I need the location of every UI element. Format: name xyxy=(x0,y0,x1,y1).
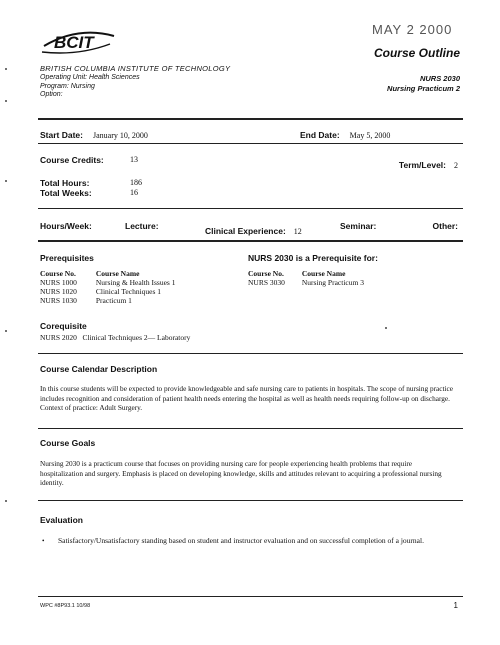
course-code: NURS 2030 xyxy=(419,74,460,83)
goals-text: Nursing 2030 is a practicum course that focuses on providing nursing care for people experiencing health problems that require hospitalization and surgery. Emphasis is placed on developing knowledge, skills and attitudes relevant to acquiring a professional nursing identity. xyxy=(40,459,442,487)
received-stamp: MAY 2 2000 xyxy=(372,22,453,37)
footer-doc-ref: WPC #8P93.1 10/98 xyxy=(40,603,91,609)
table-row xyxy=(40,278,175,287)
divider xyxy=(38,500,463,501)
prerequisite-for-table xyxy=(248,269,364,287)
option: Option: xyxy=(40,91,63,98)
col-course-name: Course Name xyxy=(95,269,140,278)
term-value: 2 xyxy=(454,161,458,170)
prerequisite-for-heading: NURS 2030 is a Prerequisite for: xyxy=(248,253,378,263)
col-course-name: Course Name xyxy=(301,269,346,278)
scan-speck xyxy=(5,100,7,102)
clinical-value: 12 xyxy=(293,227,302,236)
divider xyxy=(38,240,463,242)
start-date-label: Start Date: xyxy=(40,130,83,140)
term-level xyxy=(399,155,458,173)
table-header xyxy=(248,269,364,278)
course-no: NURS 1000 xyxy=(40,278,77,287)
course-no: NURS 1020 xyxy=(40,287,77,296)
description-text: In this course students will be expected to provide knowledgeable and safe nursing care to patients in hospitals. The scope of nursing practice includes recognition and consideration of patient health needs entering the hospital as well as health needs requiring follow-up on discharge. Context of practice: Adult Surgery. xyxy=(40,384,454,412)
goals-heading: Course Goals xyxy=(40,438,96,448)
table-header xyxy=(40,269,175,278)
course-name: Nursing & Health Issues 1 xyxy=(95,278,176,287)
page-number: 1 xyxy=(453,601,458,610)
divider xyxy=(38,118,463,120)
col-course-no: Course No. xyxy=(40,269,76,278)
corequisite-heading: Corequisite xyxy=(40,321,87,331)
start-date-value: January 10, 2000 xyxy=(92,131,148,140)
weeks-label: Total Weeks: xyxy=(40,188,92,198)
seminar-label: Seminar: xyxy=(340,221,377,231)
scan-speck xyxy=(5,180,7,182)
table-row xyxy=(40,296,175,305)
operating-unit: Operating Unit: Health Sciences xyxy=(40,74,140,81)
program: Program: Nursing xyxy=(40,82,95,90)
course-name: Practicum 1 xyxy=(95,296,132,305)
weeks-value: 16 xyxy=(130,188,138,197)
description-heading: Course Calendar Description xyxy=(40,364,158,374)
end-date-value: May 5, 2000 xyxy=(349,131,391,140)
hours-value: 186 xyxy=(130,178,142,187)
clinical-experience xyxy=(205,221,302,239)
divider xyxy=(38,143,463,144)
scan-speck xyxy=(385,327,387,329)
doc-type-title: Course Outline xyxy=(373,46,460,60)
course-name: Clinical Techniques 1 xyxy=(95,287,162,296)
hours-label: Total Hours: xyxy=(40,178,90,188)
program-meta xyxy=(40,74,140,100)
table-row xyxy=(248,278,364,287)
bcit-logo xyxy=(38,22,118,58)
divider xyxy=(38,596,463,597)
scan-speck xyxy=(5,68,7,70)
course-title: Nursing Practicum 2 xyxy=(387,83,460,93)
corequisite-row: NURS 2020 Clinical Techniques 2— Laboratory xyxy=(40,333,191,342)
divider xyxy=(38,353,463,354)
prerequisites-table xyxy=(40,269,175,305)
course-id xyxy=(387,74,460,93)
evaluation-item: Satisfactory/Unsatisfactory standing based on student and instructor evaluation and on successful completion of a journal. xyxy=(58,536,424,545)
table-row xyxy=(40,287,175,296)
bullet-icon: • xyxy=(42,537,45,545)
credits-value: 13 xyxy=(130,155,138,164)
clinical-label: Clinical Experience: xyxy=(205,226,286,236)
scan-speck xyxy=(5,330,7,332)
course-no: NURS 3030 xyxy=(248,278,285,287)
end-date xyxy=(300,125,390,143)
col-course-no: Course No. xyxy=(248,269,284,278)
other-label: Other: xyxy=(432,221,458,231)
institute-name: BRITISH COLUMBIA INSTITUTE OF TECHNOLOGY xyxy=(40,64,231,73)
prerequisites-heading: Prerequisites xyxy=(40,253,94,263)
start-date xyxy=(40,125,148,143)
divider xyxy=(38,428,463,429)
end-date-label: End Date: xyxy=(300,130,340,140)
hours-week-label: Hours/Week: xyxy=(40,221,92,231)
course-name: Nursing Practicum 3 xyxy=(301,278,364,287)
credits-label: Course Credits: xyxy=(40,155,104,165)
scan-speck xyxy=(5,500,7,502)
logo-text: BCIT xyxy=(54,33,94,52)
term-label: Term/Level: xyxy=(398,160,446,170)
evaluation-heading: Evaluation xyxy=(40,515,83,525)
divider xyxy=(38,208,463,209)
lecture-label: Lecture: xyxy=(125,221,159,231)
course-no: NURS 1030 xyxy=(40,296,77,305)
